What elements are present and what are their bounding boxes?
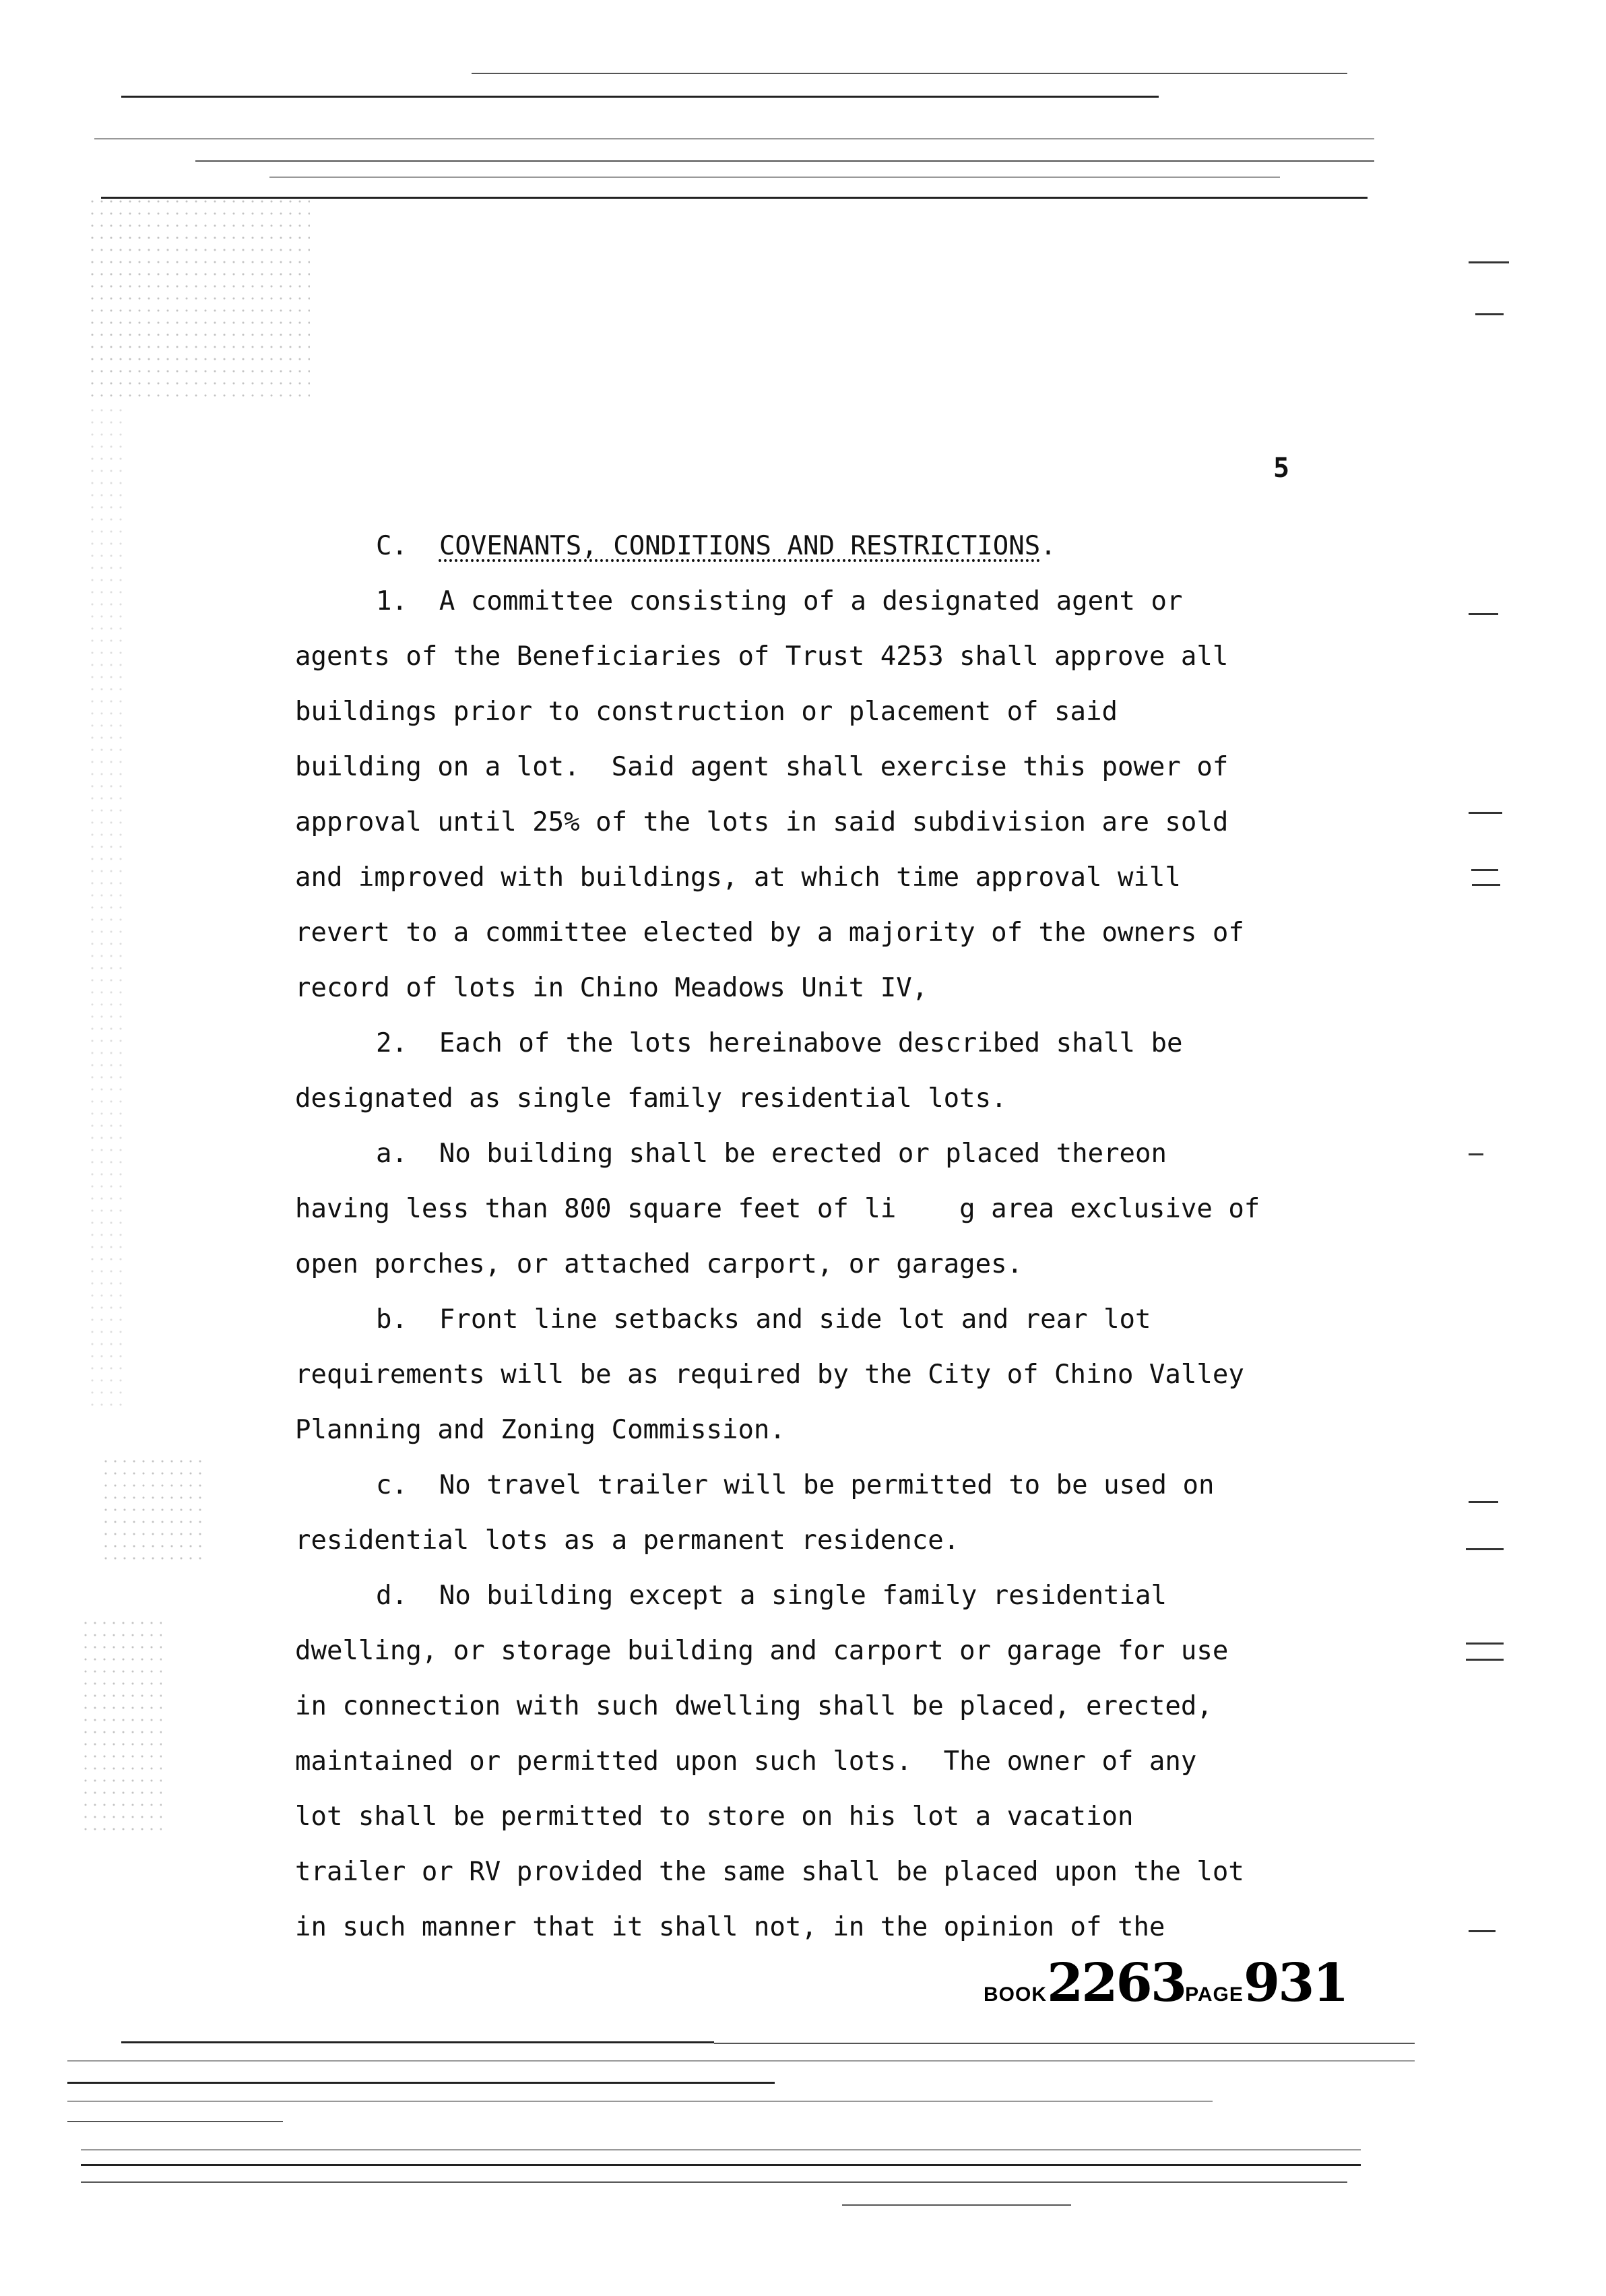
book-label: BOOK (984, 1983, 1047, 2006)
margin-mark (1469, 1501, 1498, 1503)
text-line: maintained or permitted upon such lots. The owner of any (295, 1746, 1197, 1777)
margin-mark (1469, 261, 1509, 263)
scan-artifact-line (67, 2101, 1213, 2102)
scan-noise (101, 1455, 202, 1563)
scan-artifact-line (842, 2204, 1071, 2206)
text-line: a. No building shall be erected or placed thereon (376, 1139, 1167, 1169)
margin-mark (1471, 869, 1498, 871)
scan-artifact-line (94, 138, 1374, 139)
scan-noise (81, 1617, 162, 1832)
margin-mark (1469, 812, 1502, 814)
section-title: COVENANTS, CONDITIONS AND RESTRICTIONS (439, 531, 1041, 561)
text-line: 2. Each of the lots hereinabove described shall be (376, 1028, 1183, 1058)
book-page-stamp (984, 1952, 1347, 2014)
section-heading (295, 519, 1292, 574)
scan-artifact-line (67, 2082, 775, 2084)
margin-mark (1472, 884, 1500, 886)
margin-mark (1469, 1153, 1483, 1155)
text-line: designated as single family residential lots. (295, 1083, 1007, 1114)
text-line: in connection with such dwelling shall be placed, erected, (295, 1691, 1213, 1721)
scan-artifact-line (67, 2121, 283, 2122)
scan-artifact-line (81, 2149, 1361, 2150)
scan-artifact-line (269, 177, 1280, 178)
margin-mark (1475, 313, 1504, 315)
text-line: c. No travel trailer will be permitted to be used on (376, 1470, 1215, 1500)
text-line: trailer or RV provided the same shall be placed upon the lot (295, 1857, 1244, 1887)
text-line: in such manner that it shall not, in the opinion of the (295, 1912, 1165, 1942)
book-number: 2263 (1047, 1952, 1186, 2014)
text-line: and improved with buildings, at which time approval will (295, 862, 1181, 893)
scan-noise (88, 195, 310, 404)
text-line: agents of the Beneficiaries of Trust 4253 shall approve all (295, 641, 1229, 672)
margin-mark (1466, 1643, 1504, 1645)
scan-artifact-line (714, 2043, 1415, 2044)
text-line: approval until 25% of the lots in said subdivision are sold (295, 807, 1229, 837)
margin-mark (1466, 1659, 1504, 1661)
text-line: buildings prior to construction or placement of said (295, 697, 1118, 727)
scan-artifact-line (195, 160, 1374, 162)
margin-mark (1469, 1930, 1496, 1932)
scan-artifact-line (121, 96, 1159, 98)
scan-artifact-line (472, 73, 1347, 74)
text-line: 1. A committee consisting of a designated agent or (376, 586, 1183, 616)
scan-artifact-line (67, 2060, 1415, 2062)
page-label: PAGE (1185, 1983, 1244, 2006)
stamp-page-number: 931 (1243, 1952, 1347, 2014)
text-line: requirements will be as required by the City of Chino Valley (295, 1360, 1244, 1390)
page-number: 5 (1273, 453, 1290, 484)
scan-artifact-line (81, 2164, 1361, 2166)
text-line: dwelling, or storage building and carport or garage for use (295, 1636, 1229, 1666)
document-body (295, 519, 1292, 1955)
text-line: Planning and Zoning Commission. (295, 1415, 785, 1445)
section-letter: C. (376, 531, 408, 561)
text-line: d. No building except a single family residential (376, 1581, 1167, 1611)
text-line: revert to a committee elected by a majority of the owners of (295, 918, 1244, 948)
text-line: open porches, or attached carport, or garages. (295, 1249, 1023, 1279)
text-line: residential lots as a permanent residence. (295, 1525, 960, 1556)
scan-artifact-line (121, 2041, 714, 2043)
text-line: record of lots in Chino Meadows Unit IV, (295, 973, 928, 1003)
text-line: b. Front line setbacks and side lot and rear lot (376, 1304, 1151, 1335)
text-line: lot shall be permitted to store on his lot a vacation (295, 1801, 1134, 1832)
margin-mark (1469, 613, 1498, 615)
scan-artifact-line (81, 2181, 1347, 2183)
margin-mark (1466, 1548, 1504, 1550)
text-line: building on a lot. Said agent shall exercise this power of (295, 752, 1229, 782)
text-line: having less than 800 square feet of li g area exclusive of (295, 1194, 1260, 1224)
scan-noise (88, 404, 128, 1415)
section-title-end: . (1040, 531, 1056, 561)
